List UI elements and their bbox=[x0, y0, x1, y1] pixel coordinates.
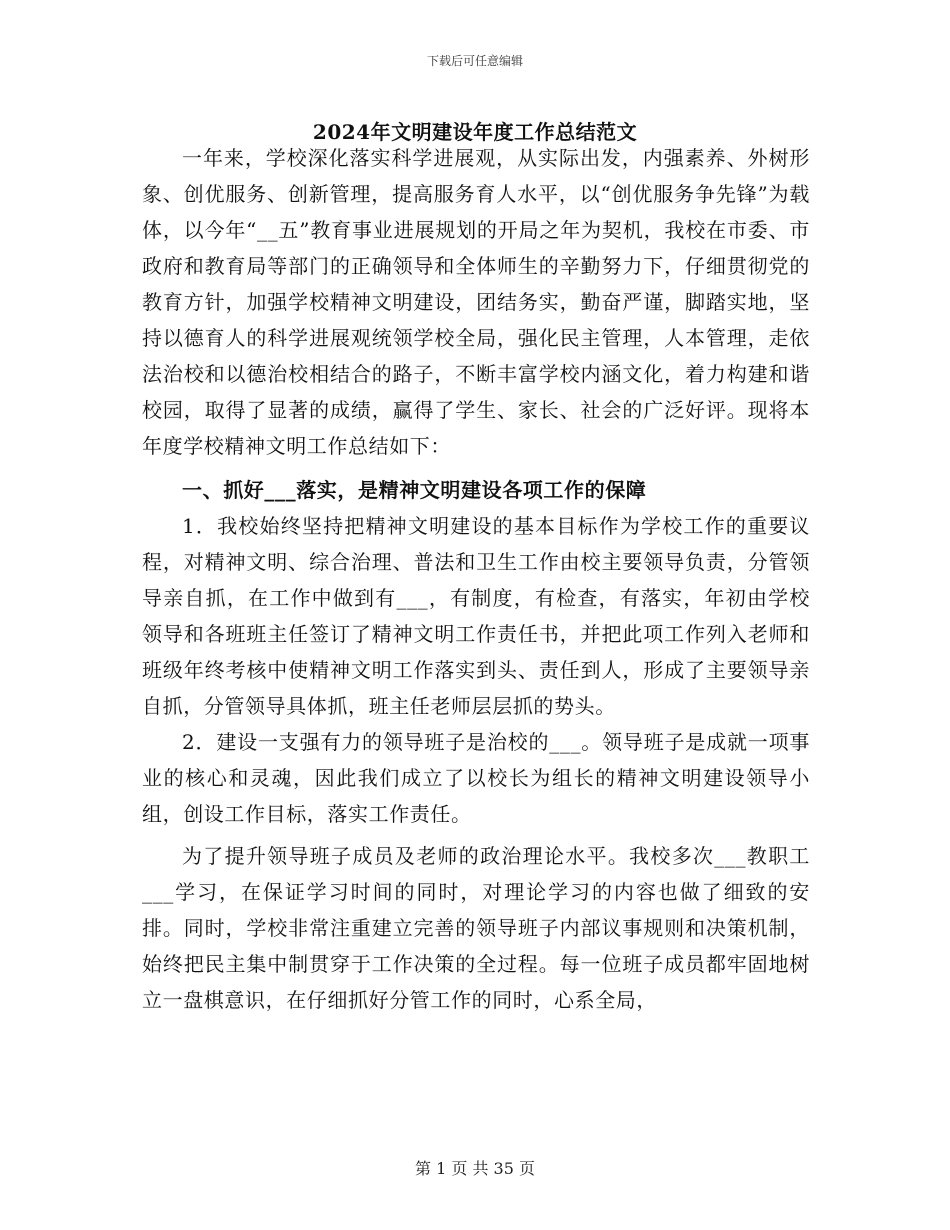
item-paragraph-2: 2．建设一支强有力的领导班子是治校的___。领导班子是成就一项事业的核心和灵魂，因此我们成立了以校长为组长的精神文明建设领导小组，创设工作目标，落实工作责任。 bbox=[142, 730, 810, 826]
document-title: 2024年文明建设年度工作总结范文 bbox=[312, 120, 638, 144]
intro-paragraph: 一年来，学校深化落实科学进展观，从实际出发，内强素养、外树形象、创优服务、创新管理，提高服务育人水平，以“创优服务争先锋”为载体，以今年“__五”教育事业进展规划的开局之年为契机，我校在市委、市政府和教育局等部门的正确领导和全体师生的辛勤努力下，仔细贯彻党的教育方针，加强学校精神文明建设，团结务实，勤奋严谨，脚踏实地，坚持以德育人的科学进展观统领学校全局，强化民主管理，人本管理，走依法治校和以德治校相结合的路子，不断丰富学校内涵文化，着力构建和谐校园，取得了显著的成绩，赢得了学生、家长、社会的广泛好评。现将本年度学校精神文明工作总结如下： bbox=[142, 146, 810, 458]
body-paragraph-3: 为了提升领导班子成员及老师的政治理论水平。我校多次___教职工___学习，在保证学习时间的同时，对理论学习的内容也做了细致的安排。同时，学校非常注重建立完善的领导班子内部议事规则和决策机制，始终把民主集中制贯穿于工作决策的全过程。每一位班子成员都牢固地树立一盘棋意识，在仔细抓好分管工作的同时，心系全局， bbox=[142, 844, 810, 1012]
section-heading-1: 一、抓好___落实，是精神文明建设各项工作的保障 bbox=[182, 478, 647, 502]
document-body bbox=[142, 140, 810, 1018]
page-footer: 第 1 页 共 35 页 bbox=[415, 1159, 535, 1178]
item-paragraph-1: 1．我校始终坚持把精神文明建设的基本目标作为学校工作的重要议程，对精神文明、综合治理、普法和卫生工作由校主要领导负责，分管领导亲自抓，在工作中做到有___，有制度，有检查，有落实，年初由学校领导和各班班主任签订了精神文明工作责任书，并把此项工作列入老师和班级年终考核中使精神文明工作落实到头、责任到人，形成了主要领导亲自抓，分管领导具体抓，班主任老师层层抓的势头。 bbox=[142, 514, 810, 718]
header-note: 下载后可任意编辑 bbox=[426, 54, 523, 68]
